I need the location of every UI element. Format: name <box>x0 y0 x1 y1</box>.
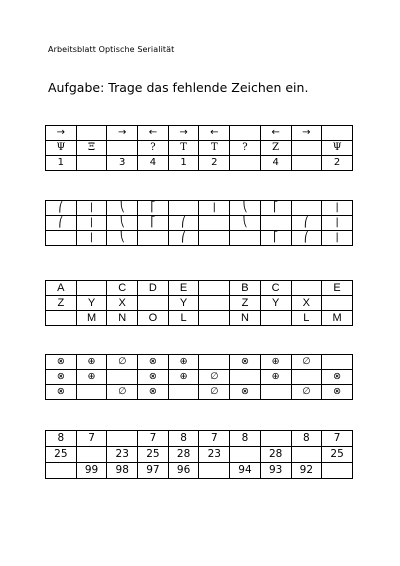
table-cell[interactable]: ⊗ <box>230 355 261 370</box>
table-row <box>46 385 353 400</box>
table-cell[interactable]: ⊕ <box>260 370 291 385</box>
table-cell[interactable]: ← <box>138 126 169 141</box>
table-cell[interactable]: 7 <box>138 431 169 447</box>
table-cell[interactable]: N <box>107 311 138 326</box>
table-cell[interactable]: ⎡ <box>138 216 169 231</box>
table-cell[interactable]: 97 <box>138 463 169 479</box>
table-cell[interactable]: ⊗ <box>46 355 77 370</box>
table-cell[interactable]: ⊗ <box>138 370 169 385</box>
table-cell[interactable] <box>138 296 169 311</box>
table-cell[interactable]: ⊗ <box>322 385 353 400</box>
table-cell[interactable]: Z <box>230 296 261 311</box>
table-cell[interactable] <box>107 141 138 156</box>
table-cell[interactable]: 99 <box>76 463 107 479</box>
table-cell[interactable]: ⊗ <box>46 385 77 400</box>
table-cell[interactable]: 92 <box>291 463 322 479</box>
table-row <box>46 156 353 171</box>
table-cell[interactable]: → <box>107 126 138 141</box>
table-cell[interactable]: ⎡ <box>138 201 169 216</box>
table-row <box>46 296 353 311</box>
table-cell[interactable] <box>168 201 199 216</box>
table-cell[interactable]: ⊕ <box>76 355 107 370</box>
table-cell[interactable]: Ξ <box>76 141 107 156</box>
task-instruction: Aufgabe: Trage das fehlende Zeichen ein. <box>48 80 309 95</box>
table-cell[interactable]: 28 <box>168 447 199 463</box>
table-cell[interactable]: O <box>138 311 169 326</box>
table-cell[interactable] <box>46 463 77 479</box>
table-cell[interactable] <box>230 447 261 463</box>
table-cell[interactable]: ← <box>260 126 291 141</box>
table-cell[interactable]: | <box>76 201 107 216</box>
table-row <box>46 141 353 156</box>
table-row <box>46 370 353 385</box>
table-row <box>46 311 353 326</box>
table-cell[interactable] <box>230 126 261 141</box>
table-cell[interactable] <box>322 296 353 311</box>
sequence-table-4 <box>45 354 353 400</box>
table-cell[interactable]: ⊗ <box>230 385 261 400</box>
table-cell[interactable] <box>199 216 230 231</box>
table-cell[interactable]: ∅ <box>107 385 138 400</box>
table-cell[interactable]: ⎛ <box>46 216 77 231</box>
table-cell[interactable]: ? <box>230 141 261 156</box>
table-cell[interactable] <box>46 231 77 246</box>
table-cell[interactable] <box>291 281 322 296</box>
table-cell[interactable]: ⊕ <box>168 355 199 370</box>
table-cell[interactable]: Y <box>76 296 107 311</box>
table-cell[interactable]: ⊕ <box>260 355 291 370</box>
table-cell[interactable] <box>138 231 169 246</box>
table-cell[interactable]: 2 <box>322 156 353 171</box>
table-cell[interactable]: E <box>322 281 353 296</box>
table-cell[interactable]: | <box>76 216 107 231</box>
table-cell[interactable]: 23 <box>107 447 138 463</box>
table-cell[interactable] <box>260 216 291 231</box>
table-cell[interactable] <box>260 311 291 326</box>
table-cell[interactable]: | <box>76 231 107 246</box>
table-cell[interactable]: ⊗ <box>138 355 169 370</box>
table-cell[interactable] <box>291 447 322 463</box>
table-cell[interactable]: 1 <box>46 156 77 171</box>
table-cell[interactable]: 4 <box>260 156 291 171</box>
table-cell[interactable] <box>46 311 77 326</box>
table-cell[interactable]: ⎡ <box>260 231 291 246</box>
table-cell[interactable] <box>199 231 230 246</box>
table-cell[interactable]: 98 <box>107 463 138 479</box>
table-cell[interactable]: 3 <box>107 156 138 171</box>
table-cell[interactable]: 8 <box>291 431 322 447</box>
table-cell[interactable] <box>260 431 291 447</box>
table-cell[interactable]: ⊗ <box>46 370 77 385</box>
table-cell[interactable]: Ζ <box>260 141 291 156</box>
table-cell[interactable]: M <box>322 311 353 326</box>
sequence-table-2 <box>45 200 353 246</box>
table-cell[interactable]: Τ <box>199 141 230 156</box>
table-cell[interactable]: ⊕ <box>168 370 199 385</box>
table-cell[interactable]: → <box>46 126 77 141</box>
sequence-table-3 <box>45 280 353 326</box>
table-cell[interactable]: ? <box>138 141 169 156</box>
table-cell[interactable]: ∅ <box>291 355 322 370</box>
table-row <box>46 447 353 463</box>
table-cell[interactable]: X <box>291 296 322 311</box>
table-cell[interactable]: Ψ <box>322 141 353 156</box>
table-cell[interactable]: 7 <box>199 431 230 447</box>
table-cell[interactable]: ⎝ <box>230 201 261 216</box>
table-cell[interactable]: | <box>322 216 353 231</box>
table-cell[interactable]: E <box>168 281 199 296</box>
table-cell[interactable] <box>76 156 107 171</box>
table-cell[interactable]: Y <box>260 296 291 311</box>
table-cell[interactable]: 23 <box>199 447 230 463</box>
table-cell[interactable] <box>199 463 230 479</box>
table-row <box>46 431 353 447</box>
table-cell[interactable]: 7 <box>322 431 353 447</box>
table-cell[interactable]: ⎝ <box>107 231 138 246</box>
table-cell[interactable]: Ψ <box>46 141 77 156</box>
table-cell[interactable]: ⎝ <box>230 216 261 231</box>
table-cell[interactable]: 93 <box>260 463 291 479</box>
table-cell[interactable] <box>291 201 322 216</box>
table-cell[interactable]: 1 <box>168 156 199 171</box>
table-cell[interactable]: 25 <box>322 447 353 463</box>
table-row <box>46 463 353 479</box>
table-cell[interactable] <box>291 156 322 171</box>
table-cell[interactable] <box>230 231 261 246</box>
sequence-table-5 <box>45 430 353 479</box>
table-cell[interactable] <box>260 385 291 400</box>
table-cell[interactable]: D <box>138 281 169 296</box>
table-cell[interactable]: C <box>260 281 291 296</box>
table-cell[interactable]: 96 <box>168 463 199 479</box>
table-cell[interactable]: ⎛ <box>291 231 322 246</box>
table-cell[interactable]: ∅ <box>199 385 230 400</box>
table-cell[interactable]: 28 <box>260 447 291 463</box>
table-cell[interactable]: ⎛ <box>46 201 77 216</box>
table-cell[interactable]: ⎝ <box>107 201 138 216</box>
table-cell[interactable]: ⊕ <box>76 370 107 385</box>
table-cell[interactable]: ⎛ <box>291 216 322 231</box>
table-cell[interactable] <box>168 385 199 400</box>
table-cell[interactable]: 2 <box>199 156 230 171</box>
table-cell[interactable] <box>199 296 230 311</box>
table-cell[interactable]: | <box>322 201 353 216</box>
table-cell[interactable] <box>107 431 138 447</box>
table-cell[interactable]: 25 <box>138 447 169 463</box>
table-cell[interactable] <box>76 126 107 141</box>
table-cell[interactable]: C <box>107 281 138 296</box>
table-cell[interactable] <box>199 281 230 296</box>
table-cell[interactable] <box>199 355 230 370</box>
table-cell[interactable]: → <box>291 126 322 141</box>
table-cell[interactable]: M <box>76 311 107 326</box>
table-row <box>46 201 353 216</box>
table-cell[interactable]: ⊗ <box>138 385 169 400</box>
table-cell[interactable]: L <box>291 311 322 326</box>
table-cell[interactable] <box>322 355 353 370</box>
table-cell[interactable] <box>76 447 107 463</box>
table-cell[interactable]: A <box>46 281 77 296</box>
table-cell[interactable]: 8 <box>230 431 261 447</box>
table-cell[interactable]: 7 <box>76 431 107 447</box>
table-cell[interactable]: ⎡ <box>260 201 291 216</box>
table-row <box>46 126 353 141</box>
sequence-table-1 <box>45 125 353 171</box>
table-row <box>46 216 353 231</box>
table-row <box>46 281 353 296</box>
table-cell[interactable]: ⎛ <box>168 216 199 231</box>
table-cell[interactable]: ⎛ <box>168 231 199 246</box>
worksheet-header: Arbeitsblatt Optische Serialität <box>48 45 175 54</box>
table-cell[interactable] <box>199 311 230 326</box>
table-cell[interactable]: Y <box>168 296 199 311</box>
table-cell[interactable] <box>322 463 353 479</box>
table-cell[interactable]: 4 <box>138 156 169 171</box>
table-cell[interactable] <box>76 281 107 296</box>
table-cell[interactable]: N <box>230 311 261 326</box>
table-cell[interactable]: B <box>230 281 261 296</box>
table-cell[interactable] <box>291 141 322 156</box>
table-cell[interactable]: Τ <box>168 141 199 156</box>
table-cell[interactable]: ∅ <box>291 385 322 400</box>
table-row <box>46 355 353 370</box>
table-cell[interactable] <box>107 370 138 385</box>
table-cell[interactable]: | <box>322 231 353 246</box>
table-row <box>46 231 353 246</box>
table-cell[interactable] <box>230 156 261 171</box>
table-cell[interactable]: ← <box>199 126 230 141</box>
table-cell[interactable]: L <box>168 311 199 326</box>
table-cell[interactable] <box>322 126 353 141</box>
table-cell[interactable] <box>291 370 322 385</box>
table-cell[interactable] <box>230 370 261 385</box>
table-cell[interactable]: 8 <box>46 431 77 447</box>
table-cell[interactable]: ⎝ <box>107 216 138 231</box>
table-cell[interactable]: 94 <box>230 463 261 479</box>
table-cell[interactable]: ∅ <box>199 370 230 385</box>
table-cell[interactable]: Z <box>46 296 77 311</box>
table-cell[interactable]: ∅ <box>107 355 138 370</box>
table-cell[interactable]: → <box>168 126 199 141</box>
table-cell[interactable]: 8 <box>168 431 199 447</box>
table-cell[interactable]: X <box>107 296 138 311</box>
table-cell[interactable]: 25 <box>46 447 77 463</box>
table-cell[interactable]: | <box>199 201 230 216</box>
table-cell[interactable]: ⊗ <box>322 370 353 385</box>
table-cell[interactable] <box>76 385 107 400</box>
